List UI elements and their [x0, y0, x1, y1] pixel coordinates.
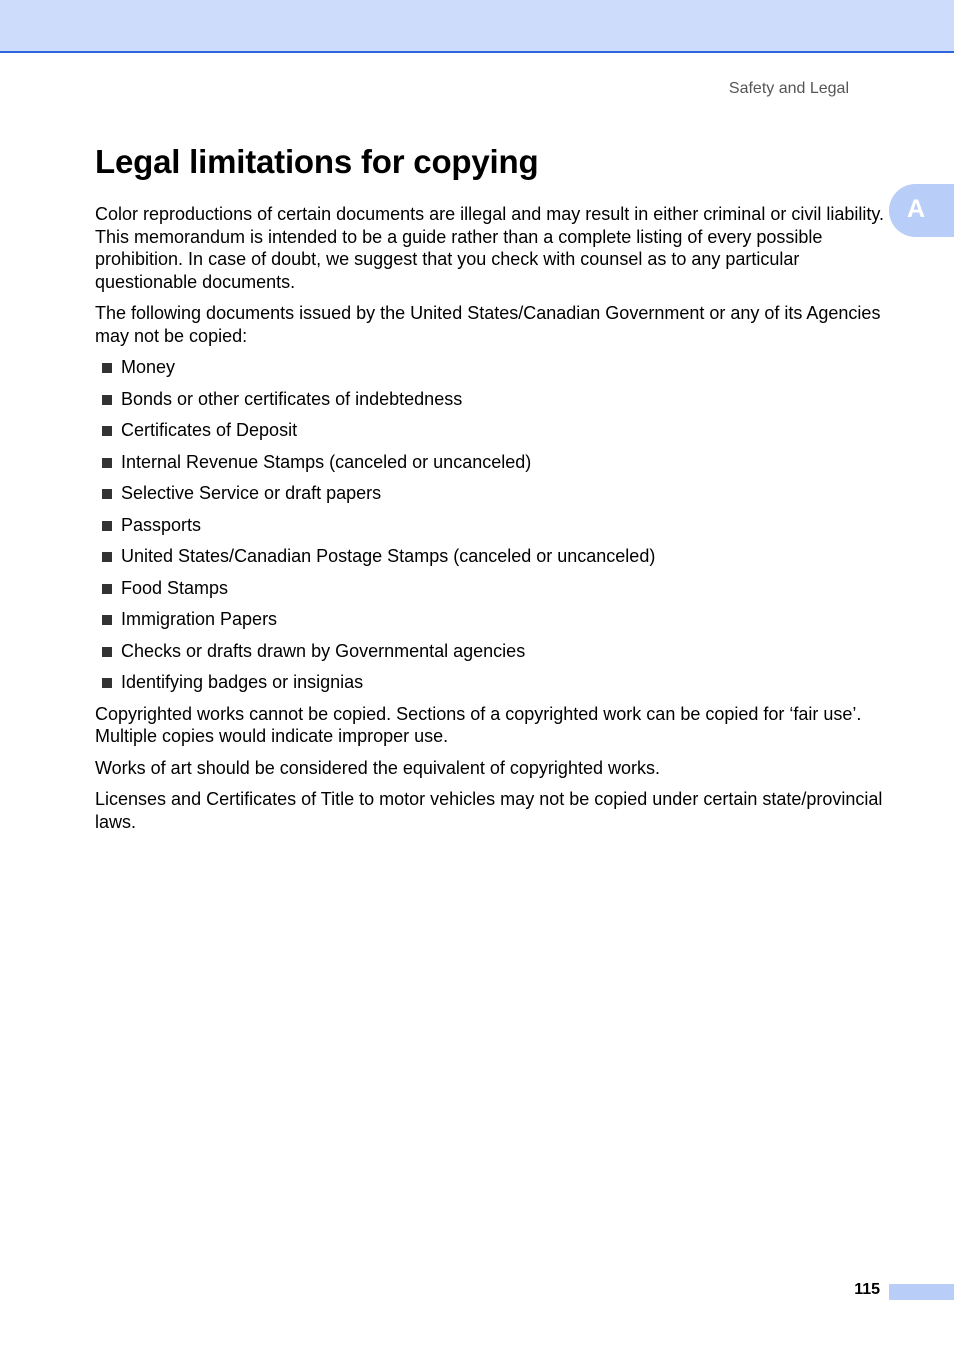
list-item-text: Bonds or other certificates of indebtedness	[121, 388, 463, 409]
footer-bar	[889, 1284, 954, 1300]
copyright-paragraph: Copyrighted works cannot be copied. Sections of a copyrighted work can be copied for ‘fair use’. Multiple copies would indicate improper use.	[95, 703, 862, 746]
list-item-text: Selective Service or draft papers	[121, 483, 382, 503]
square-bullet-icon	[102, 395, 112, 405]
header-band	[0, 0, 954, 53]
list-item-text: United States/Canadian Postage Stamps (canceled or uncanceled)	[121, 546, 656, 566]
square-bullet-icon	[102, 647, 112, 657]
square-bullet-icon	[102, 552, 112, 562]
list-item-text: Checks or drafts drawn by Governmental agencies	[121, 640, 526, 661]
list-item	[95, 608, 895, 631]
list-item-text: Food Stamps	[121, 577, 229, 598]
list-item	[95, 671, 895, 694]
square-bullet-icon	[102, 521, 112, 531]
list-item	[95, 640, 895, 663]
list-item-text: Money	[121, 357, 176, 377]
square-bullet-icon	[102, 426, 112, 436]
page-content	[95, 203, 895, 842]
square-bullet-icon	[102, 458, 112, 468]
page-title: Legal limitations for copying	[95, 143, 539, 180]
list-item-text: Identifying badges or insignias	[121, 672, 364, 692]
square-bullet-icon	[102, 678, 112, 688]
list-item	[95, 388, 895, 411]
list-item-text: Immigration Papers	[121, 609, 278, 629]
list-item	[95, 482, 895, 505]
list-item	[95, 419, 895, 442]
list-intro-paragraph: The following documents issued by the United States/Canadian Government or any of its Agencies may not be copied:	[95, 303, 881, 346]
list-item-text: Internal Revenue Stamps (canceled or uncanceled)	[121, 451, 532, 472]
licenses-paragraph: Licenses and Certificates of Title to motor vehicles may not be copied under certain state/provincial laws.	[95, 789, 883, 832]
list-item	[95, 514, 895, 537]
prohibited-documents-list	[95, 356, 895, 694]
square-bullet-icon	[102, 489, 112, 499]
chapter-tab	[889, 184, 954, 237]
running-header: Safety and Legal	[728, 80, 849, 97]
list-item	[95, 577, 895, 600]
list-item	[95, 451, 895, 474]
intro-paragraph: Color reproductions of certain documents are illegal and may result in either criminal or civil liability. This memorandum is intended to be a guide rather than a complete listing of every possible prohibition. In case of doubt, we suggest that you check with counsel as to any particular questionable documents.	[95, 204, 885, 292]
page-number: 115	[854, 1281, 880, 1298]
list-item-text: Certificates of Deposit	[121, 420, 298, 440]
list-item	[95, 356, 895, 379]
list-item	[95, 545, 895, 568]
square-bullet-icon	[102, 615, 112, 625]
chapter-tab-label: A	[907, 195, 926, 223]
square-bullet-icon	[102, 363, 112, 373]
works-of-art-paragraph: Works of art should be considered the equivalent of copyrighted works.	[95, 757, 660, 778]
square-bullet-icon	[102, 584, 112, 594]
list-item-text: Passports	[121, 514, 202, 535]
